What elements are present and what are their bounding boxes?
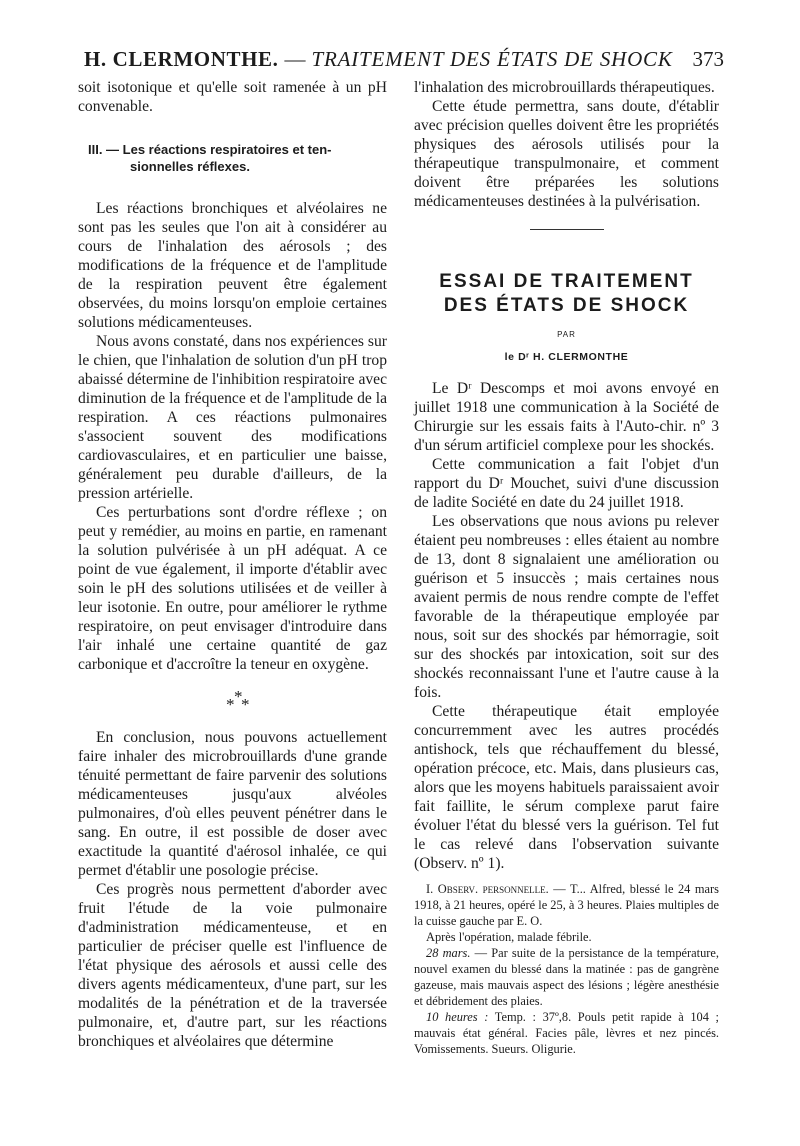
author-byline: le Dʳ H. CLERMONTHE bbox=[504, 351, 629, 363]
header-dash: — bbox=[284, 47, 306, 71]
observation-line bbox=[414, 1009, 719, 1057]
left-column bbox=[78, 78, 387, 1051]
paragraph-intro: soit isotonique et qu'elle soit ramenée à un pH convenable. bbox=[78, 79, 387, 115]
observation-text: — Par suite de la persistance de la température, nouvel examen du blessé dans la matinée : pas de gangrène gazeuse, mais mauvais aspect des lésions ; légère anesthésie et débridement des plaies. bbox=[414, 946, 719, 1008]
section-heading-line-2: sionnelles réflexes. bbox=[130, 159, 250, 174]
asterisk: * bbox=[241, 695, 250, 714]
paragraph: Les observations que nous avions pu relever étaient peu nombreuses : elles étaient au nombre de 13, dont 8 signalaient une amélioration ou guérison et 5 insuccès ; mais certaines nous avaient permis de nous rendre compte de l'effet favorable de la thérapeutique employée par nous, soit sur des shockés par hémorragie, soit sur des shockés par intoxication, soit sur des shockés reconnaissant l'une et l'autre cause à la fois. bbox=[414, 513, 719, 701]
section-heading-line-1: III. — Les réactions respiratoires et ten- bbox=[88, 142, 332, 157]
article-title-line-1: ESSAI DE TRAITEMENT bbox=[439, 271, 694, 292]
page-number: 373 bbox=[692, 47, 724, 71]
paragraph: Cette communication a fait l'objet d'un rapport du Dʳ Mouchet, suivi d'une discussion de ladite Société en date du 24 juillet 1918. bbox=[414, 456, 719, 511]
observation-text: Temp. : 37º,8. Pouls petit rapide à 104 ; mauvais état général. Facies pâle, lèvres et nez pincés. Vomissements. Sueurs. Oligurie. bbox=[414, 1010, 719, 1056]
asterism-separator bbox=[78, 682, 387, 728]
observation-line: Après l'opération, malade fébrile. bbox=[426, 930, 592, 944]
observation-label: I. Observ. personnelle. bbox=[426, 882, 549, 896]
section-body bbox=[78, 199, 387, 674]
observation-line bbox=[414, 881, 719, 929]
running-header bbox=[84, 44, 724, 78]
observation-line bbox=[414, 945, 719, 1009]
par-label: PAR bbox=[557, 330, 576, 339]
section-heading bbox=[78, 141, 387, 175]
article-title bbox=[414, 270, 719, 318]
paragraph: Les réactions bronchiques et alvéolaires ne sont pas les seules que l'on ait à considérer au cours de l'inhalation des aérosols ; des modifications de la fréquence et de l'amplitude de la respiration peuvent être également observées, du moins lorsqu'on emploie certaines solutions médicamenteuses. bbox=[78, 200, 387, 331]
paragraph: Ces perturbations sont d'ordre réflexe ; on peut y remédier, au moins en partie, en ramenant la solution pulvérisée à un pH adéquat. A ce point de vue également, il importe d'établir avec soin le pH des solutions utilisées et de veiller à leur isotonie. En outre, pour améliorer le rythme respiratoire, on peut envisager d'introduire dans l'air inhalé une certaine quantité de gaz carbonique et d'accroître la teneur en oxygène. bbox=[78, 504, 387, 673]
paragraph: Cette étude permettra, sans doute, d'établir avec précision quelles doivent être les propriétés physiques des aérosols utilisés pour la thérapeutique transpulmonaire, et comment doivent être préparées les solutions médicamenteuses destinées à la pulvérisation. bbox=[414, 98, 719, 210]
paragraph-continued: l'inhalation des microbrouillards thérapeutiques. bbox=[414, 79, 715, 96]
paragraph: Ces progrès nous permettent d'aborder avec fruit l'étude de la voie pulmonaire d'administration médicamenteuse, et en particulier de préciser quelle est l'influence de l'état physique des aérosols et aussi celle des divers agents médicamenteux, d'une part, sur les modalités de la pénétration et de la traversée pulmonaire, et, d'autre part, sur les réactions bronchiques et alvéolaires que détermine bbox=[78, 881, 387, 1050]
article-title-line-2: DES ÉTATS DE SHOCK bbox=[443, 295, 690, 316]
paragraph: Nous avons constaté, dans nos expériences sur le chien, que l'inhalation de solution d'un pH trop abaissé détermine de l'inhibition respiratoire avec diminution de la fréquence et de l'amplitude de la respiration. A ces réactions pulmonaires s'associent souvent des modifications cardiovasculaires, et en particulier une baisse, généralement peu durable d'ailleurs, de la pression artérielle. bbox=[78, 333, 387, 502]
header-running-title: TRAITEMENT DES ÉTATS DE SHOCK bbox=[311, 47, 673, 71]
header-author: H. CLERMONTHE. bbox=[84, 47, 279, 71]
right-column bbox=[414, 78, 719, 1057]
paragraph: Le Dʳ Descomps et moi avons envoyé en juillet 1918 une communication à la Société de Chirurgie sur les essais faits à l'Auto-chir. nº 3 d'un sérum artificiel complexe pour les shockés. bbox=[414, 380, 719, 454]
observation-text: — T... Alfred, blessé le 24 mars 1918, à 21 heures, opéré le 25, à 3 heures. Plaies multiples de la cuisse gauche par E. O. bbox=[414, 882, 719, 928]
asterisk: * bbox=[226, 695, 235, 714]
observation-date: 28 mars. bbox=[426, 946, 471, 960]
separator-rule bbox=[530, 229, 604, 230]
observation-time: 10 heures : bbox=[426, 1010, 489, 1024]
paragraph: Cette thérapeutique était employée concurremment avec les autres procédés antishock, tels que réchauffement du blessé, opération précoce, etc. Mais, dans plusieurs cas, alors que les moyens habituels paraissaient avoir fait faillite, le sérum complexe parut faire évoluer l'état du blessé vers la guérison. Tel fut le cas relevé dans l'observation suivante (Observ. nº 1). bbox=[414, 703, 719, 872]
observation-note bbox=[414, 881, 719, 1057]
asterisk: * bbox=[234, 687, 243, 706]
paragraph: En conclusion, nous pouvons actuellement faire inhaler des microbrouillards d'une grande ténuité permettant de faire parvenir des solutions médicamenteuses jusqu'aux alvéoles pulmonaires, d'où elles peuvent pénétrer dans le sang. En outre, il est possible de doser avec exactitude la quantité d'aérosol inhalée, ce qui permet d'établir une posologie précise. bbox=[78, 729, 387, 879]
article-body bbox=[414, 379, 719, 873]
